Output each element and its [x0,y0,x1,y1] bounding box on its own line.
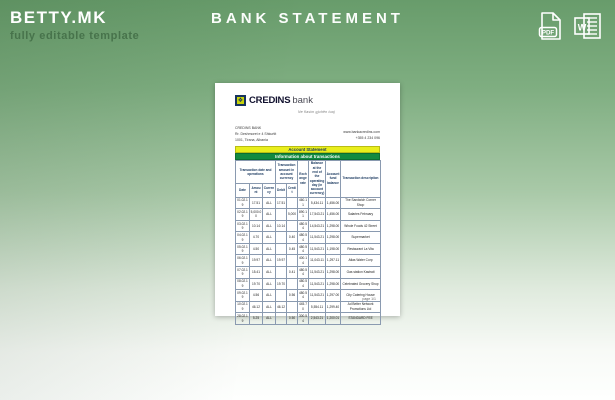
bank-address-block [235,126,276,144]
table-cell: 4.50 [250,243,263,255]
table-cell: 14,543.21 [309,220,326,232]
table-cell: ALL [263,243,276,255]
table-cell: 04.02.19 [237,233,248,242]
table-cell: 1,298.00 [326,220,341,232]
table-cell: 02.02.19 [237,209,248,219]
table-row [236,266,381,278]
table-cell: ALL [263,301,276,313]
table-cell: 400.14 [299,256,307,265]
table-cell [287,220,298,232]
table-cell: 15.41 [250,266,263,278]
table-cell: 11,543.21 [309,290,326,302]
bank-logo [235,95,313,106]
transactions-table [235,160,381,325]
table-cell [287,197,298,209]
table-cell [276,266,287,278]
table-cell: 0.45 [287,243,298,255]
contact-line: +355 4 234 096 [355,135,380,140]
table-cell: Salaries February [341,209,381,221]
table-cell: Celebrated Grocery Shop [341,278,381,290]
table-cell: 1,200.01 [326,313,341,325]
statement-title-bar: Account Statement [235,146,380,153]
table-cell: 480.54 [299,244,307,254]
table-cell: 03.02.19 [237,221,248,230]
header-fund-balance: Account fund balance [326,160,341,197]
table-row [236,209,381,221]
table-row [236,278,381,290]
table-cell: 1,297.11 [326,255,341,267]
table-cell: 19.97 [276,255,287,267]
table-cell: 1,198.00 [326,243,341,255]
table-cell [287,301,298,313]
table-cell: 2,543.21 [309,313,326,325]
table-cell: 480.54 [299,290,307,300]
header-group-date: Transaction date and operations [236,160,276,184]
bank-name: CREDINS [249,95,291,106]
table-cell: 19.70 [250,278,263,290]
table-cell: 0.41 [287,266,298,278]
header-description: Transaction description [341,160,381,197]
table-cell [287,278,298,290]
table-cell: Supermarket [341,232,381,244]
table-cell: 07.02.19 [237,267,248,277]
table-cell: 28.02.19 [237,314,248,323]
table-row [236,313,381,325]
table-cell: STANDARD FEE [341,313,381,325]
table-cell: 0.50 [287,313,298,325]
header-group-amount: Transaction amount in account currency [276,160,298,184]
table-row [236,255,381,267]
table-cell: 5.25 [250,313,263,325]
table-cell: Whole Foods 42 Street [341,220,381,232]
table-cell: 0.40 [287,232,298,244]
transactions-table-header [236,160,381,197]
table-cell: 05.02.19 [237,244,248,254]
table-cell: 480.54 [299,221,307,230]
header-amount: Amount [250,184,263,197]
table-cell: ALL [263,313,276,325]
contact-line: www.bankacredins.com [343,130,380,134]
header-date: Date [236,184,250,197]
table-cell: ALL [263,255,276,267]
table-row [236,301,381,313]
table-cell: ALL [263,220,276,232]
table-cell: Ad Better Network Promotions Ltd [341,301,381,313]
pdf-download-icon[interactable] [538,11,564,41]
transactions-title-bar: Information about transactions [235,153,380,160]
table-cell [276,243,287,255]
brand-logo-text: BETTY.MK [10,8,107,27]
table-cell: 11,543.21 [309,278,326,290]
table-row [236,290,381,302]
table-cell: 17.51 [250,197,263,209]
table-row [236,232,381,244]
table-cell: 11,543.21 [309,266,326,278]
table-cell [287,255,298,267]
credins-logo-icon: ❖ [235,95,246,106]
table-cell: 19.70 [276,278,287,290]
table-cell: 46.12 [250,301,263,313]
table-cell: 11,543.21 [309,232,326,244]
table-row [236,243,381,255]
bank-statement-document[interactable] [215,83,400,323]
table-cell: 300.54 [299,314,307,323]
table-cell: ALL [263,232,276,244]
svg-text:PDF: PDF [541,29,555,37]
brand-subtitle: fully editable template [10,30,140,42]
page-number: page 1/1 [362,297,376,301]
table-cell: ALL [263,266,276,278]
table-row [236,197,381,209]
table-cell: 5,000.00 [250,209,262,219]
table-cell: 1,456.00 [326,197,341,209]
table-cell [276,232,287,244]
table-cell: 01.02.19 [237,198,248,207]
table-cell: 445.70 [299,302,307,311]
table-cell: 17.51 [276,197,287,209]
table-cell: 1,297.00 [326,290,341,302]
address-line: Rr. Deshmoret e 4 Shkurtit [235,131,277,136]
transactions-table-body [236,197,381,324]
address-line: CREDINS BANK [235,126,262,130]
table-cell: Atlas Water Corp [341,255,381,267]
table-cell: 08.02.19 [237,279,248,288]
svg-text:W: W [577,22,587,33]
table-cell: 10.14 [276,220,287,232]
table-cell: 11,543.21 [309,243,326,255]
table-cell: 4.56 [250,290,263,302]
table-cell: 09.02.19 [237,290,248,300]
table-cell: Gas station Kastrati [341,266,381,278]
table-cell [276,290,287,302]
table-cell: 5,000 [287,209,298,221]
table-cell: 1,298.00 [326,266,341,278]
table-cell: 1,299.40 [326,301,341,313]
table-cell: 480.54 [299,267,307,277]
header-debit: Debit [276,184,287,197]
table-cell: 10.02.19 [237,302,248,311]
word-download-icon[interactable] [573,11,603,41]
table-cell: 480.54 [299,233,307,242]
table-cell: 10.14 [250,220,263,232]
header-exchange-rate: Exchange rate [298,160,309,197]
table-cell [276,209,287,221]
table-cell: The Sandwich Corner Shop [341,197,381,209]
table-cell: ALL [263,278,276,290]
table-cell [276,313,287,325]
table-cell: 1,456.00 [326,209,341,221]
table-row [236,220,381,232]
table-cell: City Catering House [341,290,381,302]
table-cell: 0.56 [287,290,298,302]
table-cell: 890.11 [299,209,307,219]
table-cell: ALL [263,197,276,209]
table-cell: 1,298.00 [326,278,341,290]
bank-tagline: Ne flasim gjuhën tuaj [298,110,335,114]
header-balance-eod: Balance at the end of the operating day (in account currency) [309,161,325,196]
download-icons [538,11,603,41]
table-cell: 5,554.11 [309,301,326,313]
table-cell: 1,298.00 [326,232,341,244]
table-cell: 46.12 [276,301,287,313]
header-credit: Credit [287,184,298,197]
page-title: BANK STATEMENT [211,10,404,27]
table-cell: 5,434.11 [309,197,326,209]
table-cell: 460.11 [299,198,307,207]
table-cell: Restaurant La Vita [341,243,381,255]
header-currency: Currency [263,184,276,197]
address-line: 1001, Tirana, Albania [235,137,268,142]
table-cell: 06.02.19 [237,256,248,265]
bank-contact-block [343,130,380,142]
bank-name-suffix: bank [292,95,313,106]
table-cell: 480.54 [299,279,307,288]
table-cell: 19.97 [250,255,263,267]
table-cell: ALL [263,209,276,221]
table-cell: ALL [263,290,276,302]
table-cell: 17,543.21 [309,209,326,221]
table-cell: 4.70 [250,232,263,244]
table-cell: 11,043.11 [309,255,326,267]
